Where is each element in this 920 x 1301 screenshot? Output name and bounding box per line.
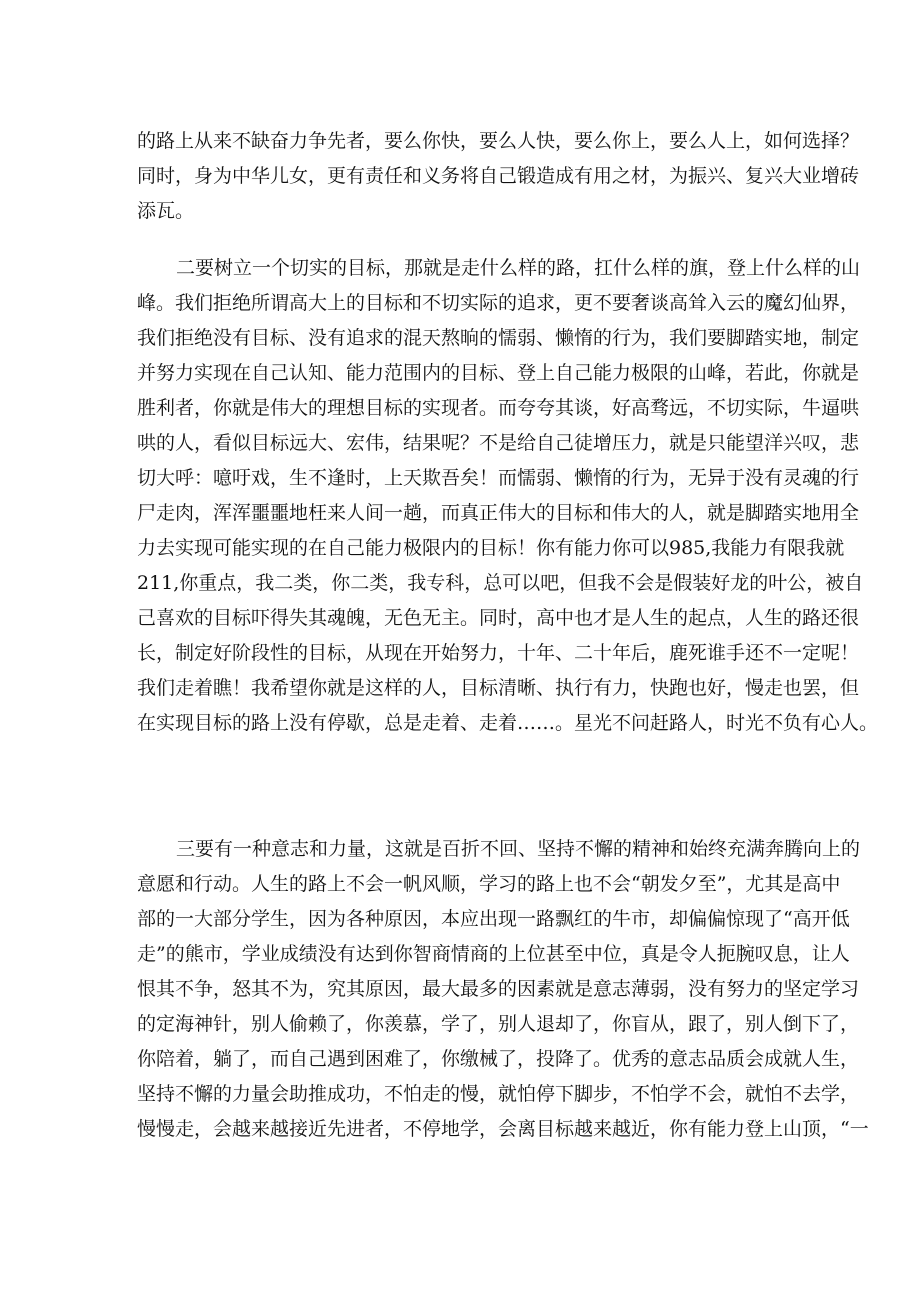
text-line: 添瓦。 <box>137 200 195 222</box>
text-line: 我们拒绝没有目标、没有追求的混天熬晌的懦弱、懒惰的行为，我们要脚踏实地，制定 <box>137 327 860 349</box>
text-line: 同时，身为中华儿女，更有责任和义务将自己锻造成有用之材，为振兴、复兴大业增砖 <box>137 165 860 187</box>
text-line: 211,你重点，我二类，你二类，我专科，总可以吧，但我不会是假装好龙的叶公，被自 <box>137 572 864 594</box>
text-line: 己喜欢的目标吓得失其魂魄，无色无主。同时，高中也才是人生的起点，人生的路还很 <box>137 607 860 629</box>
text-line: 你陪着，躺了，而自己遇到困难了，你缴械了，投降了。优秀的意志品质会成就人生， <box>137 1048 860 1070</box>
text-line: 哄的人，看似目标远大、宏伟，结果呢？不是给自己徒增压力，就是只能望洋兴叹，悲 <box>137 432 860 454</box>
text-line: 长，制定好阶段性的目标，从现在开始努力，十年、二十年后，鹿死谁手还不一定呢！ <box>137 642 860 664</box>
text-line: 三要有一种意志和力量，这就是百折不回、坚持不懈的精神和始终充满奔腾向上的 <box>176 838 861 860</box>
text-line: 在实现目标的路上没有停歇，总是走着、走着……。星光不问赶路人，时光不负有心人。 <box>137 712 879 734</box>
text-line: 二要树立一个切实的目标，那就是走什么样的路，扛什么样的旗，登上什么样的山 <box>176 257 861 279</box>
text-line: 尸走肉，浑浑噩噩地枉来人间一趟，而真正伟大的目标和伟大的人，就是脚踏实地用全 <box>137 502 860 524</box>
text-line: 峰。我们拒绝所谓高大上的目标和不切实际的追求，更不要奢谈高耸入云的魔幻仙界， <box>137 292 860 314</box>
text-line <box>137 776 797 810</box>
text-line: 的路上从来不缺奋力争先者，要么你快，要么人快，要么你上，要么人上，如何选择？ <box>137 130 860 152</box>
text-line: 慢慢走，会越来越接近先进者，不停地学，会离目标越来越近，你有能力登上山顶，“一 <box>137 1118 869 1140</box>
text-line <box>137 741 797 775</box>
text-line: 坚持不懈的力量会助推成功，不怕走的慢，就怕停下脚步，不怕学不会，就怕不去学， <box>137 1083 860 1105</box>
text-line: 恨其不争，怒其不为，究其原因，最大最多的因素就是意志薄弱，没有努力的坚定学习 <box>137 978 860 1000</box>
text-line: 部的一大部分学生，因为各种原因，本应出现一路飘红的牛市，却偏偏惊现了“高开低 <box>137 908 850 930</box>
text-line: 的定海神针，别人偷赖了，你羡慕，学了，别人退却了，你盲从，跟了，别人倒下了， <box>137 1013 860 1035</box>
text-line: 胜利者，你就是伟大的理想目标的实现者。而夸夸其谈，好高骛远，不切实际，牛逼哄 <box>137 397 860 419</box>
text-line: 我们走着瞧！我希望你就是这样的人，目标清晰、执行有力，快跑也好，慢走也罢，但 <box>137 677 860 699</box>
text-line: 切大呼：噫吁戏，生不逢时，上天欺吾矣！而懦弱、懒惰的行为，无异于没有灵魂的行 <box>137 467 860 489</box>
text-line: 并努力实现在自己认知、能力范围内的目标、登上自己能力极限的山峰，若此，你就是 <box>137 362 860 384</box>
text-line: 力去实现可能实现的在自己能力极限内的目标！你有能力你可以985,我能力有限我就 <box>137 537 845 559</box>
text-line: 意愿和行动。人生的路上不会一帆风顺，学习的路上也不会“朝发夕至”，尤其是高中 <box>137 873 841 895</box>
text-line: 走”的熊市，学业成绩没有达到你智商情商的上位甚至中位，真是令人扼腕叹息，让人 <box>137 943 850 965</box>
